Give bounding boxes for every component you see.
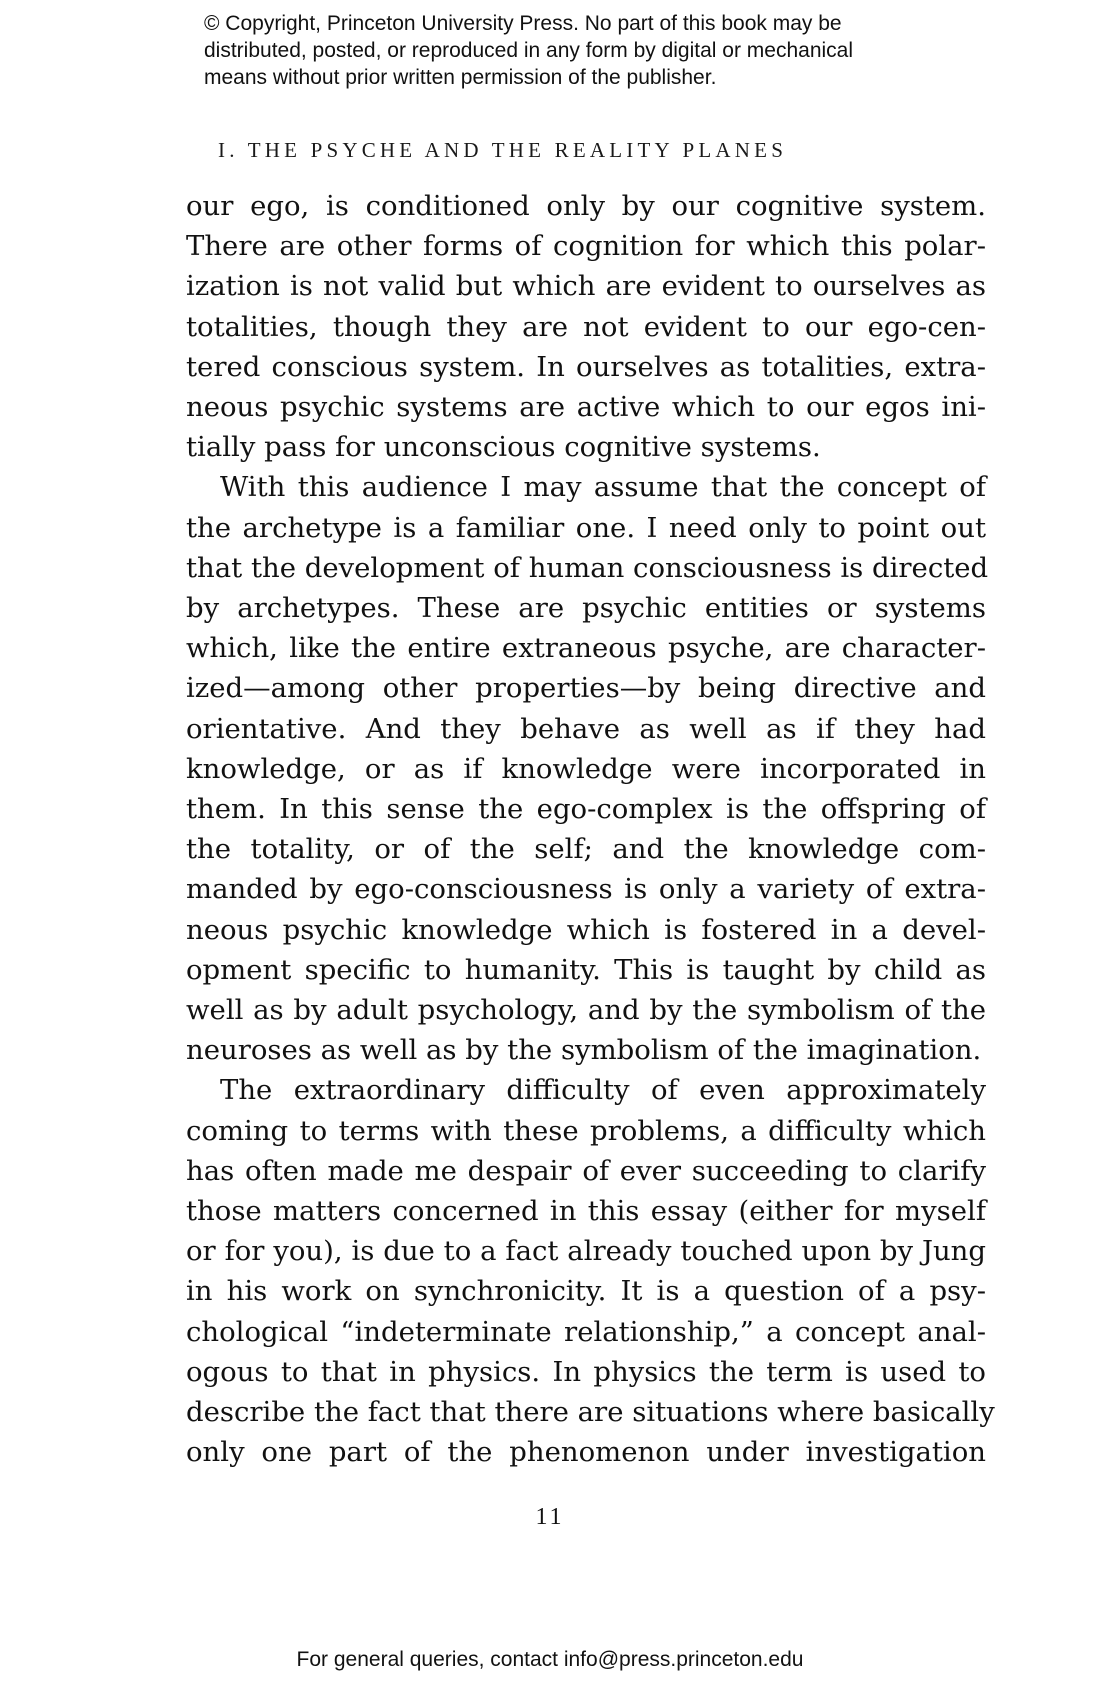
- text-line: which, like the entire extraneous psyche, are character-: [186, 632, 986, 665]
- paragraph: [186, 186, 986, 467]
- text-line: chological “indeterminate relationship,” a concept anal-: [186, 1315, 986, 1348]
- text-line: or for you), is due to a fact already touched upon by Jung: [186, 1235, 986, 1268]
- text-line: totalities, though they are not evident to our ego-cen-: [186, 310, 986, 343]
- paragraph: [186, 467, 989, 1070]
- text-line: only one part of the phenomenon under investigation: [186, 1436, 986, 1469]
- text-line: manded by ego-consciousness is only a variety of extra-: [186, 873, 986, 906]
- text-line: the totality, or of the self; and the knowledge com-: [186, 833, 986, 866]
- text-line: ization is not valid but which are evident to ourselves as: [186, 270, 986, 303]
- copyright-line: distributed, posted, or reproduced in any form by digital or mechanical: [204, 39, 854, 62]
- text-line: neous psychic knowledge which is fostered in a devel-: [186, 913, 986, 946]
- text-line: ized—among other properties—by being directive and: [186, 672, 986, 705]
- copyright-notice: [204, 10, 1004, 91]
- text-line: the archetype is a familiar one. I need only to point out: [186, 511, 986, 544]
- text-line: those matters concerned in this essay (either for myself: [186, 1195, 986, 1228]
- text-line: There are other forms of cognition for which this polar-: [186, 230, 986, 263]
- text-line: coming to terms with these problems, a difficulty which: [186, 1114, 986, 1147]
- text-line: neous psychic systems are active which to our egos ini-: [186, 391, 986, 424]
- paragraph: [186, 1070, 995, 1472]
- text-line: ogous to that in physics. In physics the term is used to: [186, 1355, 986, 1388]
- copyright-line: © Copyright, Princeton University Press. No part of this book may be: [204, 12, 842, 35]
- text-line: With this audience I may assume that the concept of: [220, 471, 986, 504]
- running-head: I. THE PSYCHE AND THE REALITY PLANES: [218, 138, 788, 162]
- text-line: describe the fact that there are situations where basically: [186, 1396, 995, 1429]
- text-line: that the development of human consciousness is directed: [186, 551, 989, 584]
- body-text: [186, 186, 995, 1473]
- footer-contact: For general queries, contact info@press.princeton.edu: [296, 1648, 804, 1671]
- text-line: tially pass for unconscious cognitive systems.: [186, 431, 821, 464]
- text-line: in his work on synchronicity. It is a question of a psy-: [186, 1275, 986, 1308]
- copyright-line: means without prior written permission of the publisher.: [204, 66, 717, 89]
- text-line: knowledge, or as if knowledge were incorporated in: [186, 752, 986, 785]
- text-line: has often made me despair of ever succeeding to clarify: [186, 1154, 986, 1187]
- text-line: tered conscious system. In ourselves as totalities, extra-: [186, 350, 986, 383]
- text-line: opment specific to humanity. This is taught by child as: [186, 953, 986, 986]
- text-line: by archetypes. These are psychic entities or systems: [186, 592, 986, 625]
- text-line: neuroses as well as by the symbolism of the imagination.: [186, 1034, 982, 1067]
- text-line: our ego, is conditioned only by our cognitive system.: [186, 190, 986, 222]
- text-line: them. In this sense the ego-complex is the offspring of: [186, 793, 986, 826]
- text-line: orientative. And they behave as well as if they had: [186, 712, 986, 745]
- page-number: 11: [535, 1504, 565, 1530]
- text-line: well as by adult psychology, and by the symbolism of the: [186, 994, 986, 1027]
- text-line: The extraordinary difficulty of even approximately: [220, 1074, 986, 1107]
